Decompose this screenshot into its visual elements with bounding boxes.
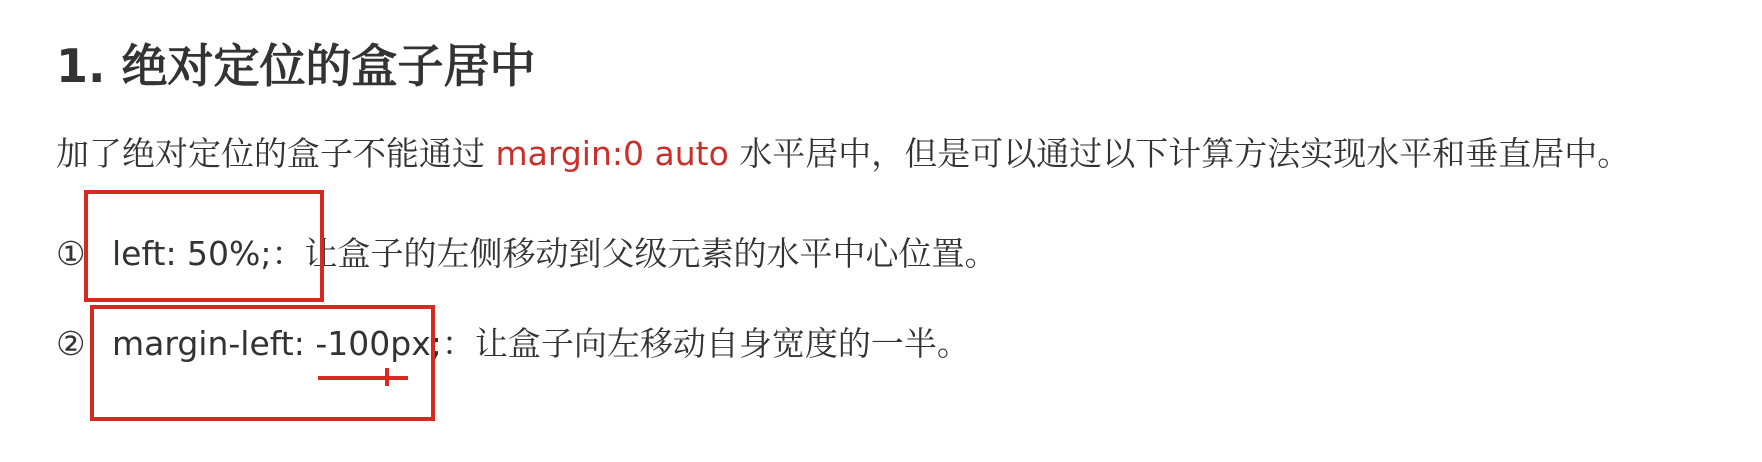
annotation-underline (318, 376, 408, 380)
section-heading: 1. 绝对定位的盒子居中 (56, 39, 536, 93)
step-code: margin-left: -100px; (112, 324, 442, 363)
step-description: 让盒子向左移动自身宽度的一半。 (474, 324, 970, 363)
intro-code-highlight: margin:0 auto (495, 134, 729, 173)
step-description: 让盒子的左侧移动到父级元素的水平中心位置。 (304, 234, 998, 273)
intro-text-after: 水平居中，但是可以通过以下计算方法实现水平和垂直居中。 (728, 134, 1631, 173)
step-code: left: 50%; (112, 234, 272, 273)
annotation-box-step-1 (84, 190, 324, 302)
step-marker: ② (56, 324, 86, 363)
step-separator: ： (441, 324, 475, 363)
intro-paragraph (56, 128, 1630, 175)
step-separator: ： (271, 234, 305, 273)
annotation-box-step-2 (90, 305, 435, 421)
annotation-underline-tick (385, 368, 389, 386)
intro-text-before: 加了绝对定位的盒子不能通过 (56, 134, 496, 173)
step-marker: ① (56, 234, 86, 273)
